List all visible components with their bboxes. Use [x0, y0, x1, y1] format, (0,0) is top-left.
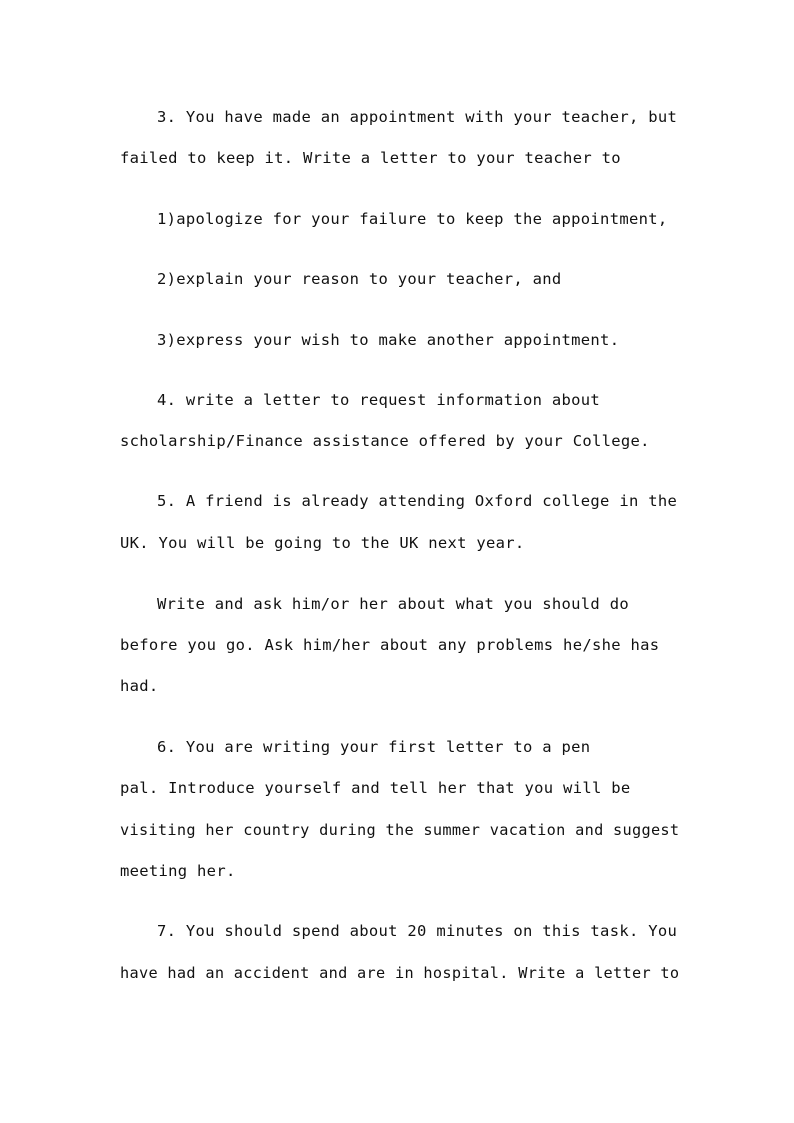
task-6-line-2: pal. Introduce yourself and tell her that you will be — [120, 779, 631, 797]
task-3-line-1: 3. You have made an appointment with your teacher, but — [157, 108, 678, 126]
task-5-line-2: UK. You will be going to the UK next year. — [120, 534, 525, 552]
task-3-point-1: 1)apologize for your failure to keep the appointment, — [157, 210, 668, 228]
task-3-point-3: 3)express your wish to make another appointment. — [157, 331, 620, 349]
task-6-line-3: visiting her country during the summer vacation and suggest — [120, 821, 680, 839]
task-4-line-1: 4. write a letter to request information about — [157, 391, 601, 409]
task-5-line-3: Write and ask him/or her about what you should do — [157, 595, 629, 613]
task-5-line-4: before you go. Ask him/her about any problems he/she has — [120, 636, 660, 654]
task-3-point-2: 2)explain your reason to your teacher, and — [157, 270, 562, 288]
task-6-line-1: 6. You are writing your first letter to a pen — [157, 738, 591, 756]
task-5-line-1: 5. A friend is already attending Oxford college in the — [157, 492, 678, 510]
task-4-line-2: scholarship/Finance assistance offered by your College. — [120, 432, 650, 450]
task-3-line-2: failed to keep it. Write a letter to your teacher to — [120, 149, 621, 167]
task-5-line-5: had. — [120, 677, 159, 695]
task-7-line-2: have had an accident and are in hospital. Write a letter to — [120, 964, 680, 982]
task-7-line-1: 7. You should spend about 20 minutes on this task. You — [157, 922, 678, 940]
task-6-line-4: meeting her. — [120, 862, 236, 880]
